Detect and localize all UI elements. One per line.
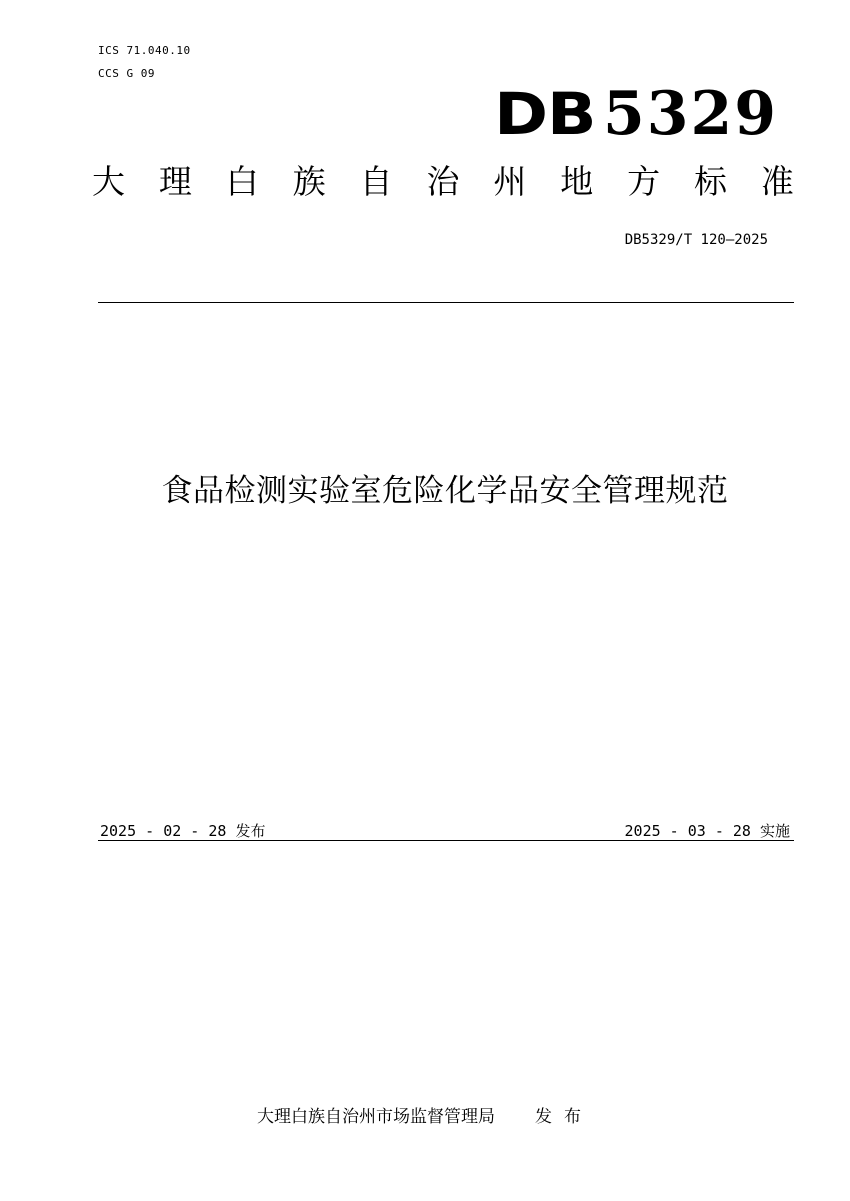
standard-title-char: 族 <box>292 162 326 201</box>
standard-title-char: 白 <box>225 162 259 201</box>
standard-category-title <box>92 162 794 201</box>
standard-title-char: 方 <box>627 162 661 201</box>
standard-title-char: 准 <box>760 162 794 201</box>
standard-title-char: 理 <box>158 162 192 201</box>
top-divider <box>98 302 794 303</box>
standard-title-char: 地 <box>560 162 594 201</box>
logo-prefix: DB <box>493 80 595 148</box>
standard-title-char: 自 <box>359 162 393 201</box>
issuer-line <box>0 1102 850 1127</box>
db-standard-logo <box>493 79 778 149</box>
issuer-action: 发布 <box>535 1107 593 1127</box>
ics-code: ICS 71.040.10 <box>98 44 191 57</box>
publish-date: 2025 - 02 - 28 发布 <box>100 822 266 840</box>
issuer-name: 大理白族自治州市场监督管理局 <box>257 1107 495 1127</box>
standard-number: DB5329/T 120—2025 <box>624 232 768 248</box>
implement-date: 2025 - 03 - 28 实施 <box>624 822 790 840</box>
standard-title-char: 州 <box>493 162 527 201</box>
ccs-code: CCS G 09 <box>98 67 155 80</box>
standard-title-char: 标 <box>694 162 728 201</box>
standard-title-char: 治 <box>426 162 460 201</box>
logo-number: 5329 <box>603 79 778 149</box>
standard-title-char: 大 <box>92 162 125 201</box>
bottom-divider <box>98 840 794 841</box>
document-title: 食品检测实验室危险化学品安全管理规范 <box>161 473 729 509</box>
